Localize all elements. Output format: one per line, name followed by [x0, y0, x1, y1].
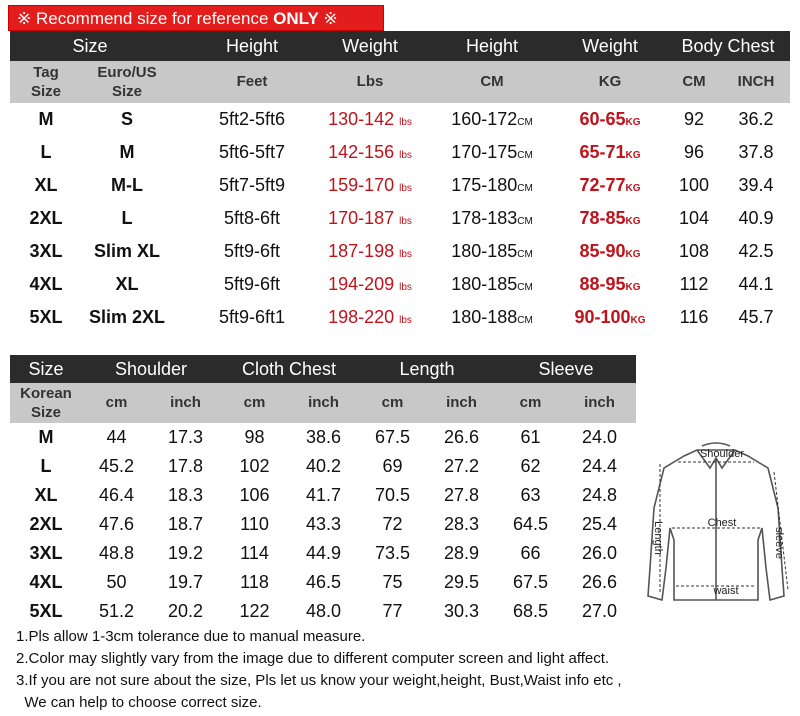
sleeve-cm: 63	[520, 485, 541, 505]
chest-inch: 36.2	[738, 109, 774, 129]
kg-value: 88-95	[579, 274, 626, 294]
weight-kg	[550, 169, 670, 205]
measure-row	[10, 568, 636, 597]
size-row	[10, 169, 790, 202]
measure-row	[10, 423, 636, 452]
size-table-subheader	[10, 61, 790, 103]
cm-value: 175-180	[451, 175, 518, 195]
korean-size: XL	[34, 485, 58, 505]
note-1: 1.Pls allow 1-3cm tolerance due to manual measure.	[16, 628, 366, 645]
lbs-value: 194-209	[328, 274, 395, 294]
kg-value: 72-77	[579, 175, 626, 195]
length-cm: 77	[382, 601, 403, 621]
waist-text: waist	[713, 585, 739, 597]
sleeve-cm: 66	[520, 543, 541, 563]
lbs-unit: lbs	[399, 183, 412, 194]
tag-size: 3XL	[29, 241, 63, 261]
weight-lbs	[310, 301, 430, 337]
height-feet: 5ft7-5ft9	[218, 175, 286, 195]
size-row	[10, 268, 790, 301]
sleeve-cm: 62	[520, 456, 541, 476]
tag-size: 2XL	[29, 208, 63, 228]
shoulder-inch: 19.7	[167, 572, 204, 592]
measure-row	[10, 539, 636, 568]
chest-cm: 122	[239, 601, 270, 621]
lbs-unit: lbs	[399, 282, 412, 293]
chest-cm: 108	[678, 241, 710, 261]
measure-row	[10, 452, 636, 481]
cm-value: 178-183	[451, 208, 518, 228]
lbs-value: 159-170	[328, 175, 395, 195]
chest-cm: 96	[683, 142, 705, 162]
lbs-value: 130-142	[328, 109, 395, 129]
cm-subheader: cm	[105, 394, 128, 411]
shoulder-cm: 45.2	[98, 456, 135, 476]
korean-size: 5XL	[29, 601, 63, 621]
length-inch: 28.3	[443, 514, 480, 534]
korean-size: 3XL	[29, 543, 63, 563]
kg-unit: KG	[630, 315, 646, 326]
chest-inch: 42.5	[738, 241, 774, 261]
col2-sleeve: Sleeve	[538, 359, 594, 379]
cm-unit: CM	[517, 183, 533, 194]
euro-us-size: XL	[115, 274, 139, 294]
col2-shoulder: Shoulder	[114, 359, 188, 379]
tag-size: 5XL	[29, 307, 63, 327]
height-cm	[432, 301, 552, 337]
cm-unit: CM	[517, 216, 533, 227]
size-table-header	[10, 31, 790, 61]
shoulder-cm: 50	[106, 572, 127, 592]
shoulder-cm: 46.4	[98, 485, 135, 505]
euro-us-size: Slim XL	[93, 241, 160, 261]
lbs-label: Lbs	[356, 73, 384, 90]
chest-inch: 44.1	[738, 274, 774, 294]
measure-row	[10, 481, 636, 510]
height-feet: 5ft9-6ft	[223, 241, 281, 261]
col-height-cm: Height	[465, 36, 519, 56]
tag-label-line1: Tag	[33, 64, 59, 81]
length-cm: 73.5	[374, 543, 411, 563]
korean-size: 2XL	[29, 514, 63, 534]
korean-label-line1: Korean	[20, 385, 72, 402]
measure-row	[10, 510, 636, 539]
cm-subheader: cm	[381, 394, 404, 411]
chest-cm: 118	[240, 572, 269, 592]
euro-us-size-label	[82, 63, 172, 101]
sleeve-cm: 68.5	[512, 601, 549, 621]
col-body-chest: Body Chest	[681, 36, 775, 56]
sleeve-inch: 24.4	[581, 456, 618, 476]
korean-size: M	[38, 427, 54, 447]
height-feet: 5ft6-5ft7	[218, 142, 286, 162]
sleeve-inch: 26.6	[581, 572, 618, 592]
note-3: 3.If you are not sure about the size, Pls let us know your weight,height, Bust,Waist info etc ,	[16, 672, 622, 689]
kg-value: 85-90	[579, 241, 626, 261]
chest-inch: 41.7	[305, 485, 342, 505]
eu-label-line1: Euro/US	[97, 64, 157, 81]
kg-label: KG	[598, 73, 622, 90]
weight-lbs	[310, 103, 430, 139]
chest-inch: 44.9	[305, 543, 342, 563]
chest-inch: 40.9	[738, 208, 774, 228]
length-cm: 69	[382, 456, 403, 476]
cm-unit: CM	[517, 315, 533, 326]
measure-table-header	[10, 355, 636, 383]
inch-subheader: inch	[308, 394, 339, 411]
sleeve-inch: 24.8	[581, 485, 618, 505]
kg-unit: KG	[625, 282, 641, 293]
lbs-unit: lbs	[399, 216, 412, 227]
cm-label: CM	[480, 73, 504, 90]
shoulder-inch: 20.2	[167, 601, 204, 621]
chest-cm: 110	[240, 514, 269, 534]
cm-value: 180-185	[451, 274, 518, 294]
korean-size: 4XL	[29, 572, 63, 592]
shoulder-inch: 18.3	[167, 485, 204, 505]
shoulder-inch: 17.8	[167, 456, 204, 476]
inch-subheader: inch	[584, 394, 615, 411]
size-row	[10, 103, 790, 136]
euro-us-size: M	[119, 142, 135, 162]
shoulder-cm: 47.6	[98, 514, 135, 534]
chest-inch-label: INCH	[737, 73, 775, 90]
euro-us-size: Slim 2XL	[88, 307, 166, 327]
height-cm	[432, 202, 552, 238]
kg-unit: KG	[625, 183, 641, 194]
lbs-value: 187-198	[328, 241, 395, 261]
kg-unit: KG	[625, 117, 641, 128]
kg-value: 60-65	[579, 109, 626, 129]
tag-size: L	[40, 142, 52, 162]
height-cm	[432, 136, 552, 172]
height-cm	[432, 235, 552, 271]
sleeve-text: sleeve	[773, 527, 785, 559]
chest-cm: 106	[239, 485, 270, 505]
cm-unit: CM	[517, 150, 533, 161]
euro-us-size: S	[120, 109, 133, 129]
size-row	[10, 301, 790, 334]
weight-kg	[550, 235, 670, 271]
chest-inch: 45.7	[738, 307, 774, 327]
sleeve-inch: 27.0	[581, 601, 618, 621]
length-cm: 72	[382, 514, 403, 534]
length-inch: 28.9	[443, 543, 480, 563]
measure-table-subheader	[10, 383, 636, 423]
chest-cm: 98	[244, 427, 265, 447]
tag-size: M	[38, 109, 54, 129]
kg-unit: KG	[625, 150, 641, 161]
banner-emphasis: ONLY	[273, 9, 319, 28]
col-height-feet: Height	[225, 36, 279, 56]
sleeve-cm: 61	[520, 427, 541, 447]
euro-us-size: L	[121, 208, 133, 228]
weight-lbs	[310, 235, 430, 271]
cm-unit: CM	[517, 282, 533, 293]
cm-value: 160-172	[451, 109, 518, 129]
col-weight-kg: Weight	[582, 36, 638, 56]
length-cm: 70.5	[374, 485, 411, 505]
shoulder-cm: 48.8	[98, 543, 135, 563]
size-row	[10, 136, 790, 169]
lbs-unit: lbs	[399, 315, 412, 326]
tag-size: XL	[34, 175, 58, 195]
lbs-value: 142-156	[328, 142, 395, 162]
height-cm	[432, 268, 552, 304]
chest-cm: 104	[678, 208, 710, 228]
korean-size: L	[40, 456, 52, 476]
inch-subheader: inch	[170, 394, 201, 411]
kg-unit: KG	[625, 216, 641, 227]
height-feet: 5ft2-5ft6	[218, 109, 286, 129]
length-inch: 27.8	[443, 485, 480, 505]
col-size: Size	[72, 36, 108, 56]
notes	[16, 626, 622, 714]
tag-size-label	[10, 63, 82, 101]
tag-size: 4XL	[29, 274, 63, 294]
shirt-measure-icon	[642, 428, 800, 618]
chest-cm: 100	[678, 175, 710, 195]
length-cm: 75	[382, 572, 403, 592]
lbs-value: 170-187	[328, 208, 395, 228]
shoulder-inch: 17.3	[167, 427, 204, 447]
sleeve-inch: 24.0	[581, 427, 618, 447]
chest-inch: 48.0	[305, 601, 342, 621]
eu-label-line2: Size	[111, 83, 142, 100]
chest-text: Chest	[707, 517, 737, 529]
lbs-unit: lbs	[399, 150, 412, 161]
weight-lbs	[310, 136, 430, 172]
note-4: We can help to choose correct size.	[16, 694, 262, 711]
feet-label: Feet	[236, 73, 268, 90]
korean-label-line2: Size	[30, 404, 61, 421]
height-cm	[432, 103, 552, 139]
weight-kg	[550, 301, 670, 337]
length-inch: 30.3	[443, 601, 480, 621]
cm-unit: CM	[517, 249, 533, 260]
kg-value: 90-100	[574, 307, 631, 327]
measure-row	[10, 597, 636, 626]
size-row	[10, 235, 790, 268]
sleeve-inch: 26.0	[581, 543, 618, 563]
size-row	[10, 202, 790, 235]
length-cm: 67.5	[374, 427, 411, 447]
kg-unit: KG	[625, 249, 641, 260]
kg-value: 65-71	[579, 142, 626, 162]
reference-banner	[8, 5, 384, 31]
length-text: Length	[652, 521, 664, 555]
height-feet: 5ft8-6ft	[223, 208, 281, 228]
cm-subheader: cm	[243, 394, 266, 411]
cm-value: 170-175	[451, 142, 518, 162]
sleeve-inch: 25.4	[581, 514, 618, 534]
col2-length: Length	[399, 359, 455, 379]
banner-suffix: ※	[318, 9, 338, 28]
banner-prefix: ※ Recommend size for reference	[17, 9, 274, 28]
lbs-unit: lbs	[399, 117, 412, 128]
shoulder-cm: 44	[106, 427, 127, 447]
inch-subheader: inch	[446, 394, 477, 411]
chest-cm: 116	[679, 307, 709, 327]
sleeve-cm: 67.5	[512, 572, 549, 592]
chest-cm-label: CM	[682, 73, 706, 90]
height-cm	[432, 169, 552, 205]
chest-inch: 46.5	[305, 572, 342, 592]
tag-label-line2: Size	[30, 83, 61, 100]
cm-unit: CM	[517, 117, 533, 128]
cm-value: 180-188	[451, 307, 518, 327]
weight-lbs	[310, 268, 430, 304]
cm-value: 180-185	[451, 241, 518, 261]
weight-kg	[550, 268, 670, 304]
cm-subheader: cm	[519, 394, 542, 411]
shoulder-inch: 18.7	[167, 514, 204, 534]
weight-lbs	[310, 169, 430, 205]
height-feet: 5ft9-6ft1	[218, 307, 286, 327]
weight-lbs	[310, 202, 430, 238]
length-inch: 26.6	[443, 427, 480, 447]
chest-cm: 112	[679, 274, 709, 294]
weight-kg	[550, 103, 670, 139]
shoulder-cm: 51.2	[98, 601, 135, 621]
lbs-value: 198-220	[328, 307, 395, 327]
chest-inch: 39.4	[738, 175, 774, 195]
kg-value: 78-85	[579, 208, 626, 228]
col2-size: Size	[28, 359, 64, 379]
height-feet: 5ft9-6ft	[223, 274, 281, 294]
shoulder-inch: 19.2	[167, 543, 204, 563]
chest-inch: 40.2	[305, 456, 342, 476]
shoulder-text: Shoulder	[699, 448, 745, 460]
sleeve-cm: 64.5	[512, 514, 549, 534]
chest-inch: 38.6	[305, 427, 342, 447]
note-2: 2.Color may slightly vary from the image due to different computer screen and light affect.	[16, 650, 610, 667]
chest-cm: 102	[239, 456, 270, 476]
col-weight-lbs: Weight	[342, 36, 398, 56]
length-inch: 27.2	[443, 456, 480, 476]
euro-us-size: M-L	[111, 175, 143, 195]
weight-kg	[550, 136, 670, 172]
length-inch: 29.5	[443, 572, 480, 592]
weight-kg	[550, 202, 670, 238]
chest-cm: 114	[240, 543, 269, 563]
chest-inch: 43.3	[305, 514, 342, 534]
chest-cm: 92	[683, 109, 705, 129]
chest-inch: 37.8	[738, 142, 774, 162]
col2-cloth-chest: Cloth Chest	[241, 359, 337, 379]
lbs-unit: lbs	[399, 249, 412, 260]
korean-size-label	[10, 384, 82, 422]
